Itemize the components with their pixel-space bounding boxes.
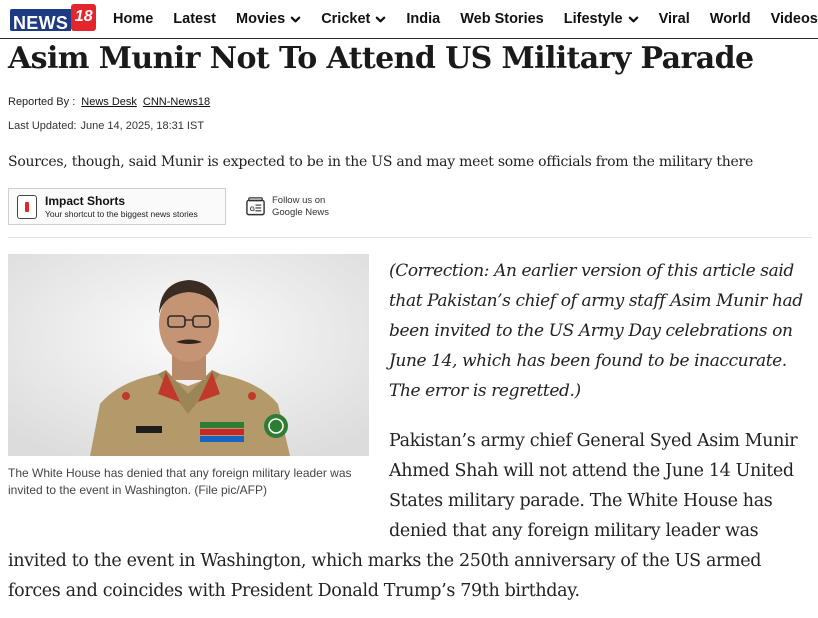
nav-label: Lifestyle [563,11,623,27]
nav-label: India [406,11,441,27]
reported-by-label: Reported By : [8,96,76,108]
impact-shorts-subtitle: Your shortcut to the biggest news stories [45,208,198,219]
photo-caption: The White House has denied that any foreign military leader was invited to the event in Washington. (File pic/AFP) [8,466,352,497]
nav-item-viral[interactable] [659,11,690,27]
divider [8,237,812,238]
nav-item-cricket[interactable] [321,11,386,27]
google-news-icon [245,196,266,218]
impact-shorts-button[interactable] [8,188,226,225]
nav-item-latest[interactable] [173,11,216,27]
correction-note: (Correction: An earlier version of this article said that Pakistan’s chief of army staff Asim Munir had been invited to the US Army Day celebrations on June 14, which has been found to be inaccurate. The error is regretted.) [389,261,803,401]
follow-line1: Follow us on [272,195,326,206]
article-subheading: Sources, though, said Munir is expected to be in the US and may meet some officials from the military there [8,154,754,170]
logo-number: 18 [71,4,96,31]
nav-label: Home [113,11,154,27]
body-paragraph-part2: invited to the event in Washington, which marks the 250th anniversary of the US armed forces and coincides with President Donald Trump’s 79th birthday. [8,551,762,601]
body-paragraph-part1: Pakistan’s army chief General Syed Asim Munir Ahmed Shah will not attend the June 14 United States military parade. The White House has denied that any foreign military leader was [389,431,798,541]
nav-item-home[interactable] [113,11,153,27]
article-photo[interactable] [8,254,369,456]
source-link[interactable]: CNN-News18 [142,96,211,108]
nav-item-videos[interactable] [771,11,818,27]
nav-label: Web Stories [460,11,544,27]
last-updated-label: Last Updated: [8,120,77,132]
nav-label: Latest [173,11,217,27]
top-navigation-bar [0,0,818,39]
svg-text:G: G [249,205,255,213]
general-portrait-image [8,254,369,456]
nav-label: Movies [236,11,286,27]
last-updated-value: June 14, 2025, 18:31 IST [80,120,205,132]
news18-logo[interactable] [10,4,96,31]
byline [8,96,210,108]
last-updated [8,120,204,132]
follow-google-news-button[interactable] [245,195,329,219]
nav-item-india[interactable] [406,11,440,27]
logo-text: NEWS [10,9,71,31]
impact-shorts-icon [17,195,37,219]
nav-label: Viral [658,11,690,27]
nav-label: World [709,11,751,27]
author-link[interactable]: News Desk [81,96,137,108]
chevron-down-icon [375,14,386,25]
nav-item-lifestyle[interactable] [564,11,639,27]
chevron-down-icon [290,14,301,25]
impact-shorts-title: Impact Shorts [45,193,126,208]
nav-label: Videos [770,11,818,27]
nav-item-web-stories[interactable] [460,11,544,27]
nav-item-world[interactable] [710,11,751,27]
nav-label: Cricket [321,11,371,27]
follow-line2: Google News [272,207,330,218]
nav-item-movies[interactable] [236,11,301,27]
article-headline: Asim Munir Not To Attend US Military Parade [8,41,754,76]
nav-menu [113,0,818,38]
chevron-down-icon [628,14,639,25]
